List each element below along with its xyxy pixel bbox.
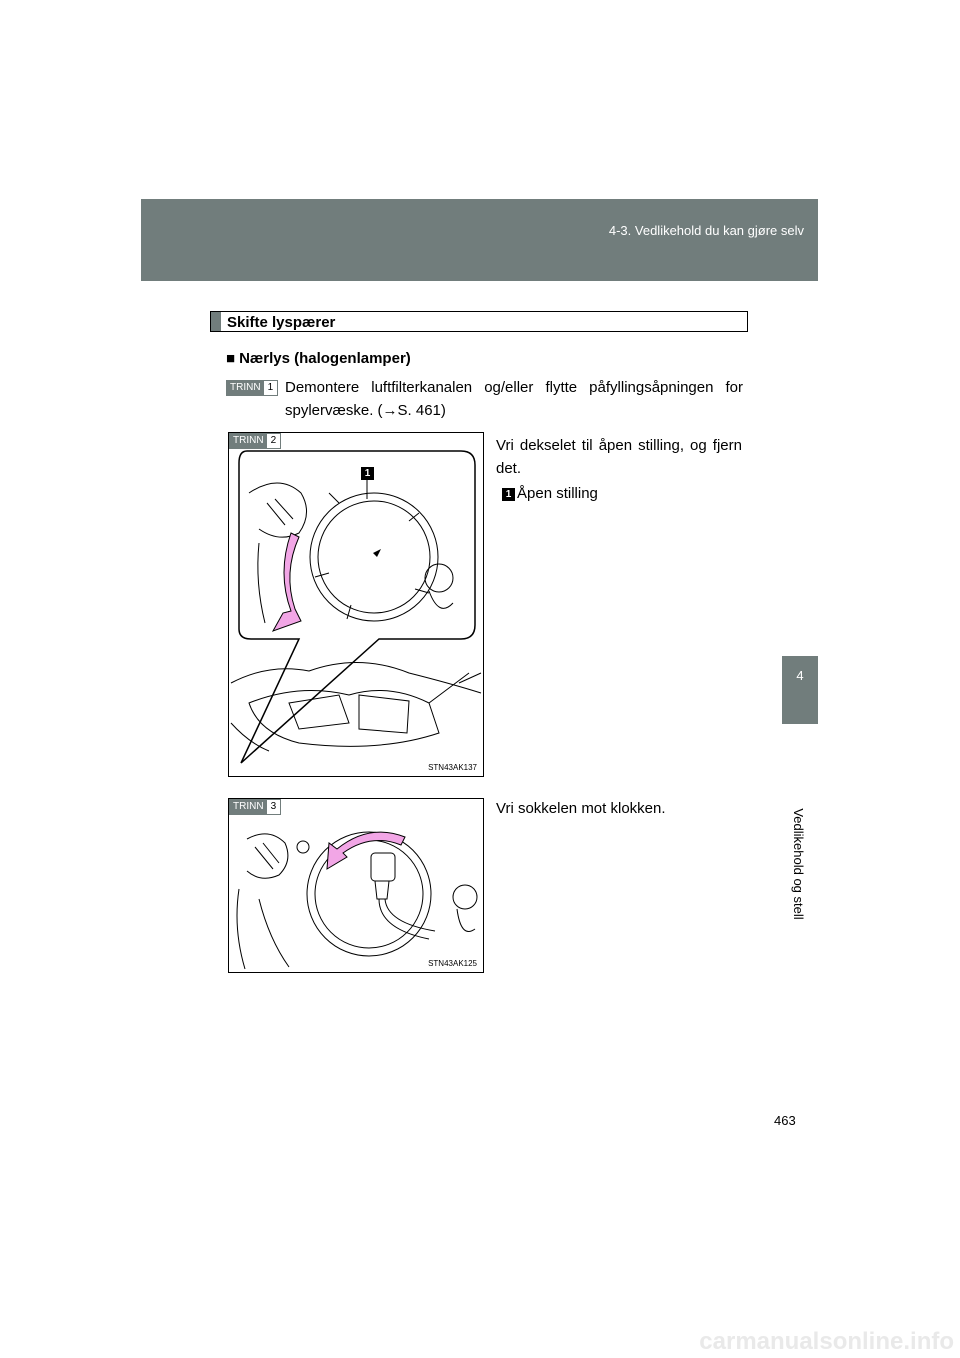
step-tag-label: TRINN xyxy=(227,381,264,395)
bulb-socket-drawing xyxy=(229,799,483,972)
step-3-tag xyxy=(229,799,281,815)
step-1-text: Demontere luftfilterkanalen og/eller flytte påfyllingsåpningen for spylervæske. (→S. 461) xyxy=(285,379,743,419)
chapter-tab-number: 4 xyxy=(782,656,818,724)
section-title: Skifte lyspærer xyxy=(227,314,336,331)
step-tag-number: 1 xyxy=(264,381,278,395)
step-1-tag xyxy=(226,380,278,396)
callout-text: Åpen stilling xyxy=(517,485,598,502)
step-3-text: Vri sokkelen mot klokken. xyxy=(496,800,666,817)
step-tag-number: 2 xyxy=(267,434,281,448)
section-accent xyxy=(211,312,221,331)
step-3-illustration xyxy=(228,798,484,973)
section-title-bar xyxy=(210,311,748,332)
chapter-title: 4-3. Vedlikehold du kan gjøre selv xyxy=(608,223,804,238)
step-tag-number: 3 xyxy=(267,800,281,814)
chapter-side-label: Vedlikehold og stell xyxy=(791,808,806,920)
step-tag-label: TRINN xyxy=(230,800,267,814)
step-tag-label: TRINN xyxy=(230,434,267,448)
image-code: STN43AK125 xyxy=(428,959,477,968)
page-number: 463 xyxy=(774,1113,796,1128)
subheading-text: Nærlys (halogenlamper) xyxy=(239,350,411,367)
square-bullet-icon: ■ xyxy=(226,350,236,367)
chapter-header xyxy=(141,199,818,281)
image-code: STN43AK137 xyxy=(428,763,477,772)
callout-legend xyxy=(502,485,598,502)
step-2-text: Vri dekselet til åpen stilling, og fjern det. xyxy=(496,437,742,477)
step-2-illustration xyxy=(228,432,484,777)
callout-number-badge: 1 xyxy=(502,488,515,501)
headlight-cover-drawing xyxy=(229,433,483,776)
step-2-tag xyxy=(229,433,281,449)
watermark: carmanualsonline.info xyxy=(699,1328,954,1355)
callout-number-badge: 1 xyxy=(361,467,374,480)
subheading xyxy=(226,350,411,367)
